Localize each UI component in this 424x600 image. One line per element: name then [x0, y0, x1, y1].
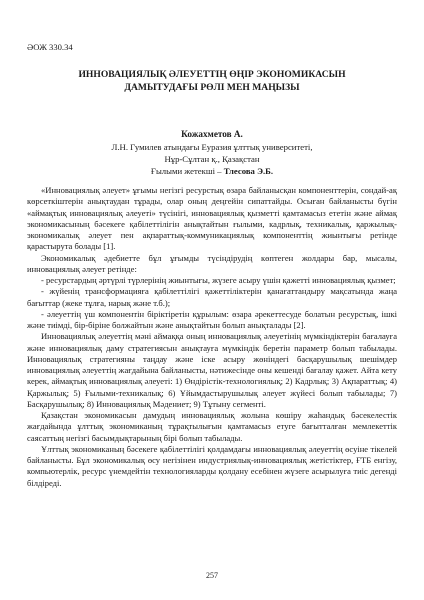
- title-line-1: ИННОВАЦИЯЛЫҚ ӘЛЕУЕТТІҢ ӨҢІР ЭКОНОМИКАСЫН: [78, 69, 346, 80]
- paragraph: Экономикалық әдебиетте бұл ұғымды түсіндірудің көптеген жолдары бар, мысалы, инновациялық әлеует ретінде:: [27, 252, 397, 274]
- affiliation-university: Л.Н. Гумилев атындағы Еуразия ұлттық университеті,: [111, 142, 313, 152]
- affiliation-city: Нұр-Сұлтан қ., Қазақстан: [164, 154, 260, 164]
- article-title: [30, 68, 394, 94]
- title-line-2: ДАМЫТУДАҒЫ РӨЛІ МЕН МАҢЫЗЫ: [124, 82, 300, 93]
- author-name: Кожахметов А.: [181, 129, 243, 139]
- supervisor-line: [30, 165, 394, 177]
- list-item: - жүйенің трансформацияға қабілеттілігі қажеттіліктерін қанағаттандыру мақсатында жаңа бағыттар (жеке тұлға, нарық және т.б.);: [27, 286, 397, 308]
- supervisor-name: Тлесова Э.Б.: [223, 166, 274, 176]
- udc-code: ӘОЖ 330.34: [27, 42, 73, 52]
- article-body: [27, 185, 397, 489]
- paragraph: Ұлттық экономиканың бәсекеге қабілеттілігі қолдамдағы инновациялық әлеуеттің өсуіне тікелей байланысты. Бұл экономикалық өсу негізінен индустриялық-инновациялық жетістіктер, ҒТБ енгізу, компьютерлік, ресурс үнемдейтін технологияларды қолдану есебінен жүзеге асырылуға тиіс дегенді білдіреді.: [27, 443, 397, 488]
- list-item: - ресурстардың әртүрлі түрлерінің жиынтығы, жүзеге асыру үшін қажетті инновациялық қызмет;: [41, 275, 396, 285]
- affiliation-block: [30, 141, 394, 177]
- list-item: - әлеуеттің үш компонентін біріктіретін құрылым: өзара әрекеттесуде болатын ресурстық, ішкі және тиімді, бір-біріне болжайтын және анықтайтын болып анықталады [2].: [27, 308, 397, 330]
- paragraph: «Инновациялық әлеует» ұғымы негізгі ресурстық өзара байланысқан компоненттерін, сондай-ақ көрсеткіштерін анықтаудан тұрады, олар оның деңгейін сипаттайды. Осыған байланысты бүгін «аймақтық инновациялық әлеуеті» түсінігі, инновациялық қызметті қамтамасыз ететін және аймақ экономикасының бәсекеге қабілеттілігін анықтайтын ғылыми, кадрлық, техникалық, қаржылық-экономикалық әлеует пен ақпараттық-коммуникациялық компоненттің жиынтығы ретінде қарастырута болады [1].: [27, 185, 397, 252]
- supervisor-prefix: Ғылыми жетекші –: [150, 166, 224, 176]
- paragraph: Инновациялық әлеуеттің мәні аймаққа оның инновациялық әлеуетінің мүмкіндіктерін бағалауға және инновациялық даму стратегиясын анықтауға мүмкіндік беретін параметр болып табылады. Инновациялық стратегияны таңдау және іске асыру жөніндегі басқарушылық шешімдер инновациялық әлеуеттің жағдайына байланысты, нәтижесінде оны кешенді бағалау қажет. Айта кету керек, аймақтық инновациялық әлеуеті: 1) Өндірістік-технологиялық; 2) Кадрлық; 3) Ақпараттық; 4) Қаржылық; 5) Ғылыми-техникалық; 6) Ұйымдастырушылық әлеует жүйесі болып табылады; 7) Басқарушылық; 8) Инновациялық Мәдениет; 9) Тұтыну сегменті.: [27, 331, 397, 409]
- paragraph: Қазақстан экономикасын дамудың инновациялық жолына көшіру жаһандық бәсекелестік жағдайында ұлттық экономиканың тұрақтылығын қамтамасыз етуге бағытталған мемлекеттік саясаттың негізгі басымдықтарының бірі болып табылады.: [27, 410, 397, 443]
- page-number: 257: [206, 571, 218, 580]
